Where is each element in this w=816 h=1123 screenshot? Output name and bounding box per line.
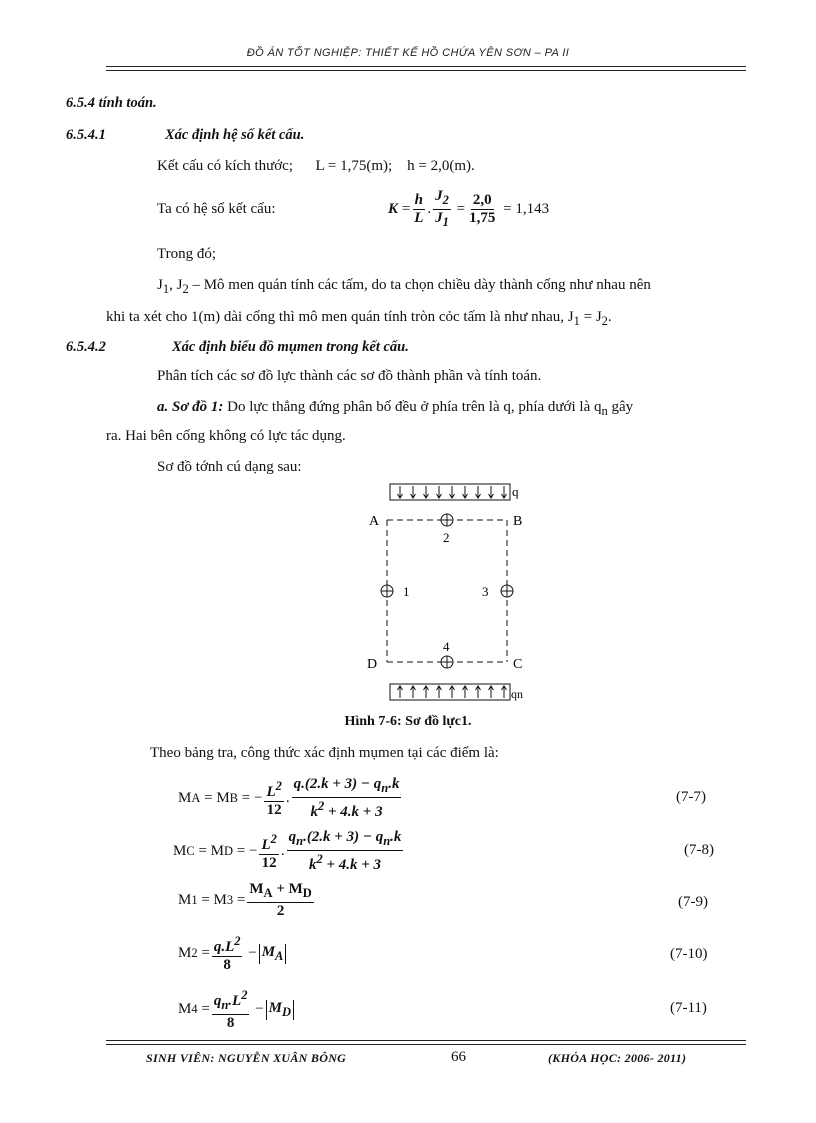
label-qn: qn xyxy=(511,687,523,701)
corner-D: D xyxy=(367,657,378,672)
node-label-1: 1 xyxy=(403,584,410,599)
structure-dimensions: Kết cấu có kích thước; L = 1,75(m); h = 2,0(m). xyxy=(157,158,475,174)
analysis-intro: Phân tích các sơ đồ lực thành các sơ đồ thành phần và tính toán. xyxy=(157,368,542,384)
label-q: q xyxy=(512,484,519,499)
footer-student: SINH VIÊN: NGUYỄN XUÂN BÔNG xyxy=(146,1051,347,1065)
so-do-1-line: a. Sơ đồ 1: Do lực thẳng đứng phân bố đều ở phía trên là q, phía dưới là $q_n$ gây xyxy=(157,399,634,418)
equation-7-10: M 2 = $\frac{q.L^2}{8}$ − $M_A$ xyxy=(178,933,286,974)
node-1 xyxy=(381,585,393,597)
bottom-load xyxy=(390,684,510,700)
equation-7-11: M 4 = $\frac{q_n.L^2}{8}$ − $M_D$ xyxy=(178,987,294,1032)
header-rule xyxy=(106,66,746,71)
node-3 xyxy=(501,585,513,597)
coefficient-formula: K = $\frac{h}{L}$ . $\frac{J_2}{J_1}$ = $\frac{2,0}{1,75}$ = 1,143 xyxy=(388,188,550,229)
corner-B: B xyxy=(513,514,523,529)
equation-7-7: M A = M B = − $\frac{L^2}{12}$ . $\frac{q.(2.k + 3) - q_n.k}{k^2 + 4.k + 3}$ xyxy=(178,776,400,820)
page-number: 66 xyxy=(451,1049,466,1065)
top-load xyxy=(390,484,510,500)
force-diagram xyxy=(355,478,530,710)
equation-7-9: M 1 = M 3 = $\frac{M_A + M_D}{2}$ xyxy=(178,881,312,919)
bottom-load-arrows xyxy=(398,686,507,698)
so-do-1-line2: ra. Hai bên cống không có lực tác dụng. xyxy=(106,428,346,444)
section-6-5-4-1-title: Xác định hệ số kết cấu. xyxy=(165,127,305,143)
table-intro: Theo bảng tra, công thức xác định mụmen tại các điểm là: xyxy=(150,745,499,761)
node-label-3: 3 xyxy=(482,584,489,599)
coefficient-label: Ta có hệ số kết cấu: xyxy=(157,201,276,217)
top-load-arrows xyxy=(398,486,507,498)
paragraph-j-line1: $J_1$, $J_2$ – Mô men quán tính các tấm, do ta chọn chiều dày thành cống như nhau nên xyxy=(157,277,651,296)
figure-caption: Hình 7-6: Sơ đồ lực1. xyxy=(344,714,472,729)
node-label-4: 4 xyxy=(443,639,450,654)
equation-7-8: M C = M D = − $\frac{L^2}{12}$ . $\frac{q_n.(2.k + 3) - q_n.k}{k^2 + 4.k + 3}$ xyxy=(173,829,402,873)
header-title: ĐỒ ÁN TỐT NGHIỆP: THIẾT KẾ HỒ CHỨA YÊN SƠN – PA II xyxy=(246,47,570,59)
section-6-5-4-2-title: Xác định biểu đồ mụmen trong kết cấu. xyxy=(172,339,409,355)
equation-number-7-8: (7-8) xyxy=(684,842,714,858)
section-6-5-4-2-number: 6.5.4.2 xyxy=(66,339,106,355)
corner-A: A xyxy=(369,514,380,529)
equation-number-7-11: (7-11) xyxy=(670,1000,707,1016)
paragraph-j-line2: khi ta xét cho 1(m) dài cống thì mô men quán tính tròn cỏc tấm là như nhau, $J_1 = J_2$. xyxy=(106,309,612,328)
equation-number-7-10: (7-10) xyxy=(670,946,708,962)
section-6-5-4-1-number: 6.5.4.1 xyxy=(66,127,106,143)
node-4 xyxy=(441,656,453,668)
footer-rule xyxy=(106,1040,746,1045)
node-label-2: 2 xyxy=(443,530,450,545)
section-6-5-4-title: 6.5.4 tính toán. xyxy=(66,95,157,111)
equation-number-7-9: (7-9) xyxy=(678,894,708,910)
node-2 xyxy=(441,514,453,526)
so-do-label: Sơ đồ tớnh cú dạng sau: xyxy=(157,459,302,475)
corner-C: C xyxy=(513,657,523,672)
footer-course: (KHÓA HỌC: 2006- 2011) xyxy=(548,1051,687,1065)
equation-number-7-7: (7-7) xyxy=(676,789,706,805)
trong-do: Trong đó; xyxy=(157,246,217,262)
